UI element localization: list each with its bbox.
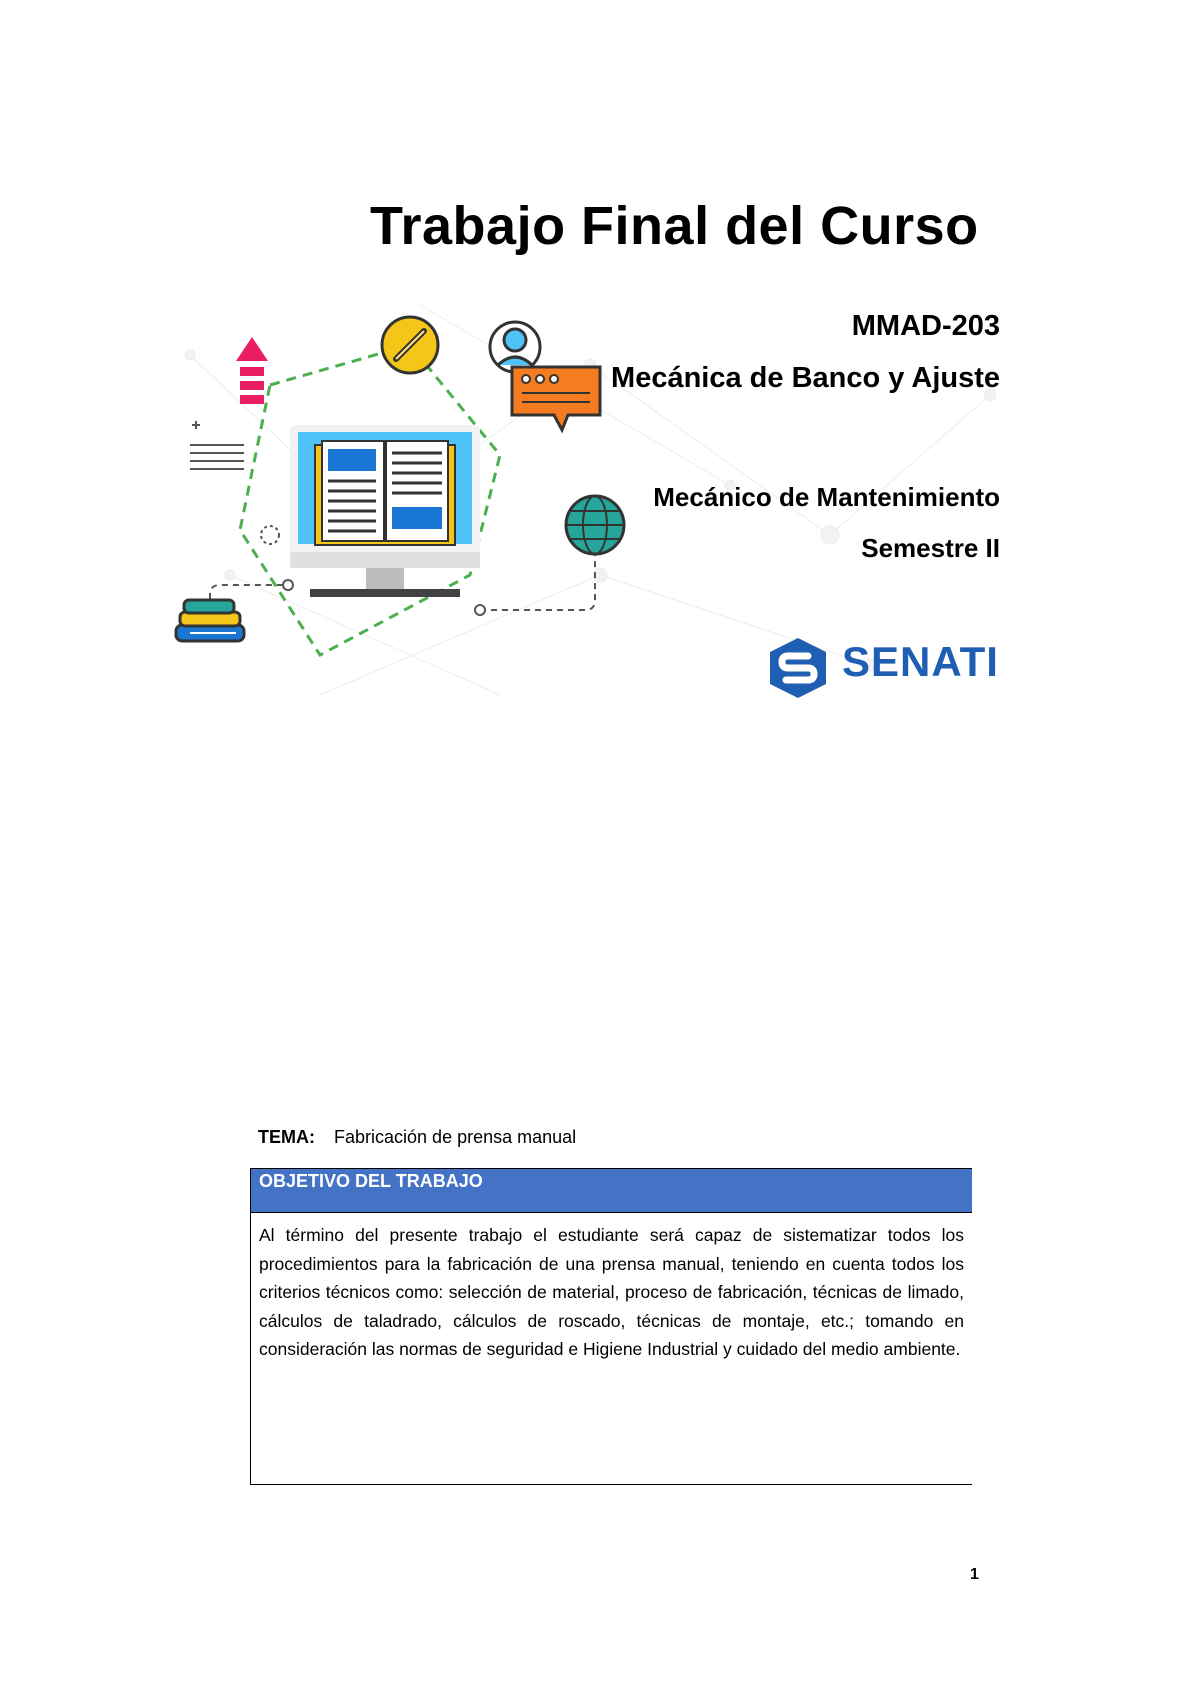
semester-label: Semestre II xyxy=(861,533,1000,563)
tema-label: TEMA: xyxy=(258,1127,315,1147)
books-icon xyxy=(176,600,244,641)
objective-header: OBJETIVO DEL TRABAJO xyxy=(251,1169,972,1213)
senati-logo-text: SENATI xyxy=(842,638,999,685)
page-number: 1 xyxy=(970,1566,979,1583)
course-code: MMAD-203 xyxy=(851,310,1000,342)
arrow-up-icon xyxy=(236,337,268,404)
document-title: Trabajo Final del Curso xyxy=(370,196,979,256)
objective-text: Al término del presente trabajo el estudiante será capaz de sistematizar todos los procedimientos para la fabricación de una prensa manual, teniendo en cuenta todos los criterios técnicos como: selección de material, proceso de fabricación, técnicas de limado, cálculos de taladrado, cálculos de roscado, técnicas de montaje, etc.; tomando en consideración las normas de seguridad e Higiene Industrial y cuidado del medio ambiente. xyxy=(259,1225,964,1359)
tema-line xyxy=(258,1127,576,1148)
loading-dots xyxy=(261,526,279,544)
tema-value: Fabricación de prensa manual xyxy=(334,1127,577,1147)
user-icon xyxy=(490,322,540,372)
book-monitor-icon xyxy=(290,425,480,597)
list-icon xyxy=(190,421,244,469)
career-name: Mecánico de Mantenimiento xyxy=(653,482,1000,512)
pencil-icon xyxy=(382,317,438,373)
globe-icon xyxy=(566,496,624,554)
objective-table xyxy=(250,1168,972,1485)
chat-bubble-icon xyxy=(512,367,600,430)
course-name: Mecánica de Banco y Ajuste xyxy=(611,362,1000,394)
